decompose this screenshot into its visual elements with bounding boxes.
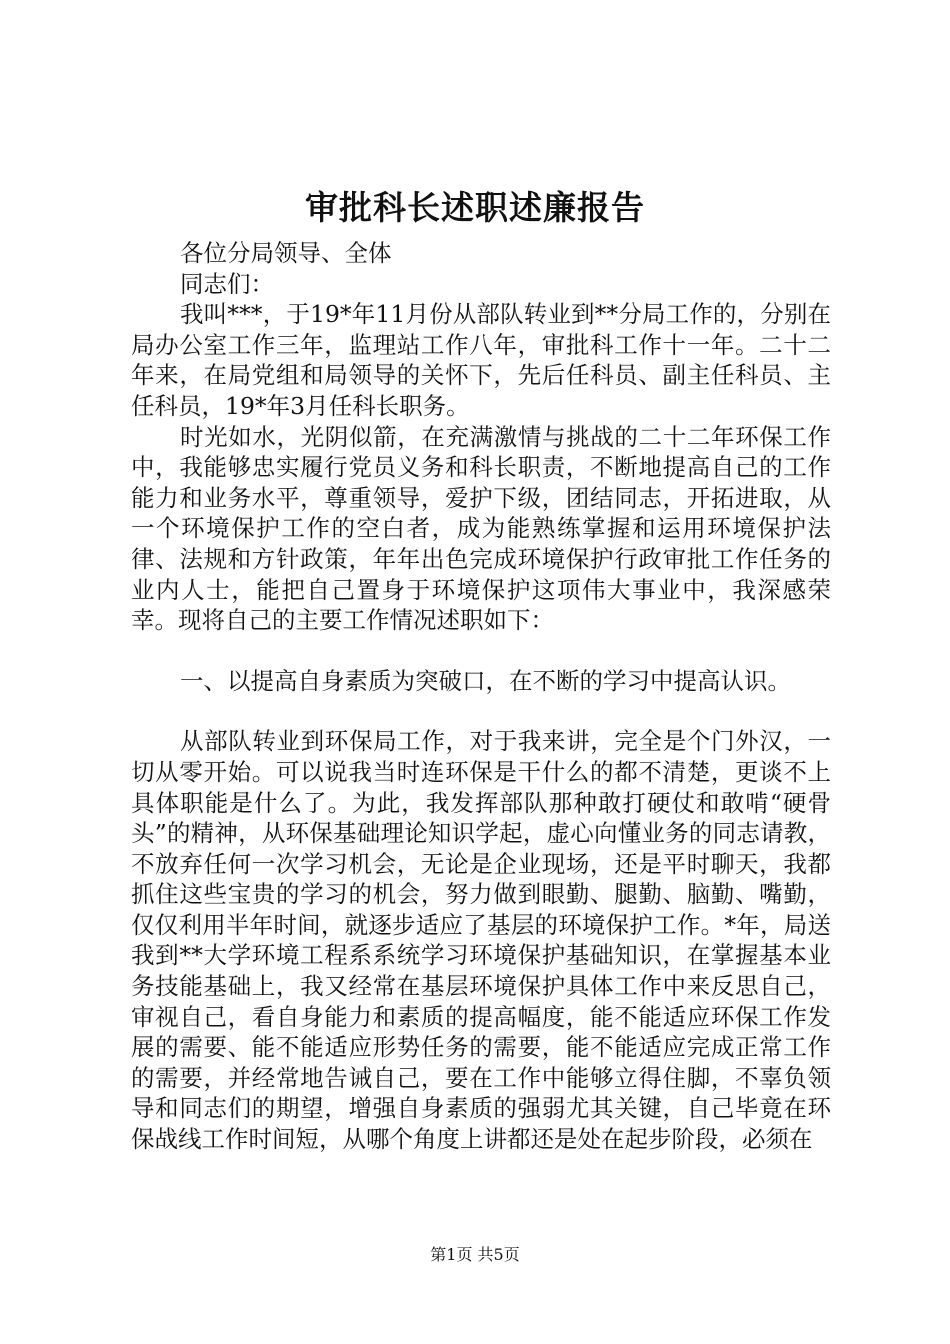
- document-body: [131, 238, 831, 1155]
- paragraph-study: 从部队转业到环保局工作，对于我来讲，完全是个门外汉，一切从零开始。可以说我当时连环保是干什么的都不清楚，更谈不上具体职能是什么了。为此，我发挥部队那种敢打硬仗和敢啃“硬骨头”的精神，从环保基础理论知识学起，虚心向懂业务的同志请教，不放弃任何一次学习机会，无论是企业现场，还是平时聊天，我都抓住这些宝贵的学习的机会，努力做到眼勤、腿勤、脑勤、嘴勤，仅仅利用半年时间，就逐步适应了基层的环境保护工作。*年，局送我到**大学环境工程系系统学习环境保护基础知识，在掌握基本业务技能基础上，我又经常在基层环境保护具体工作中来反思自己，审视自己，看自身能力和素质的提高幅度，能不能适应环保工作发展的需要、能不能适应形势任务的需要，能不能适应完成正常工作的需要，并经常地告诫自己，要在工作中能够立得住脚，不辜负领导和同志们的期望，增强自身素质的强弱尤其关键，自己毕竟在环保战线工作时间短，从哪个角度上讲都还是处在起步阶段，必须在: [131, 727, 831, 1154]
- greeting-line-2: 同志们：: [180, 269, 274, 298]
- section-heading-1: 一、以提高自身素质为突破口，在不断的学习中提高认识。: [180, 666, 791, 695]
- greeting-line-1: 各位分局领导、全体: [180, 239, 392, 267]
- paragraph-intro: 我叫***，于19*年11月份从部队转业到**分局工作的，分别在局办公室工作三年，监理站工作八年，审批科工作十一年。二十二年来，在局党组和局领导的关怀下，先后任科员、副主任科员、主任科员，19*年3月任科长职务。: [131, 300, 831, 420]
- paragraph-summary: 时光如水，光阴似箭，在充满激情与挑战的二十二年环保工作中，我能够忠实履行党员义务和科长职责，不断地提高自己的工作能力和业务水平，尊重领导，爱护下级，团结同志，开拓进取，从一个环境保护工作的空白者，成为能熟练掌握和运用环境保护法律、法规和方针政策，年年出色完成环境保护行政审批工作任务的业内人士，能把自己置身于环境保护这项伟大事业中，我深感荣幸。现将自己的主要工作情况述职如下：: [131, 422, 831, 635]
- document-title: 审批科长述职述廉报告: [305, 188, 645, 227]
- page-footer: 第1页 共5页: [430, 1245, 520, 1264]
